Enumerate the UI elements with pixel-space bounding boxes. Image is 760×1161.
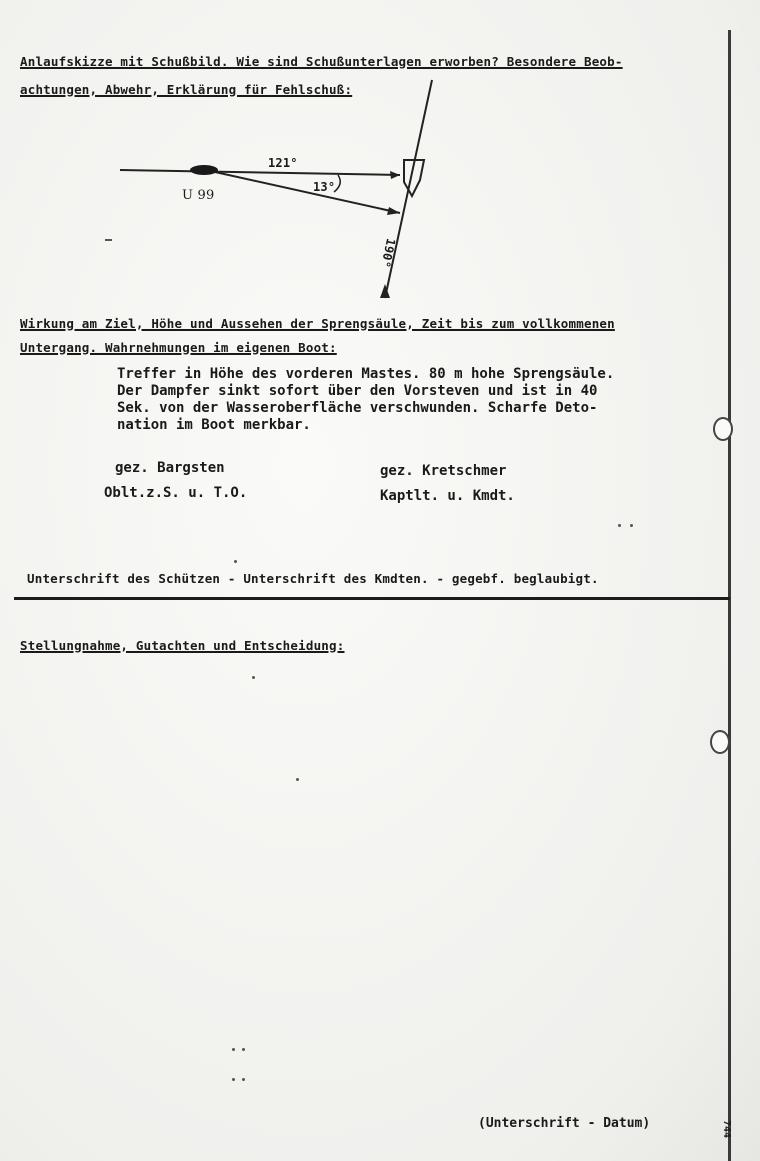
report-line: Sek. von der Wasseroberfläche verschwunden. Scharfe Deto- bbox=[117, 400, 598, 416]
punch-hole bbox=[713, 417, 733, 441]
speck bbox=[630, 524, 633, 527]
section1-heading-line2: achtungen, Abwehr, Erklärung für Fehlschuß: bbox=[20, 82, 353, 97]
speck bbox=[234, 560, 237, 563]
attack-sketch bbox=[0, 0, 760, 320]
signature-right-name: gez. Kretschmer bbox=[380, 463, 507, 479]
speck bbox=[296, 778, 299, 781]
course-label-190: 190° bbox=[378, 237, 398, 270]
section1-heading-line1: Anlaufskizze mit Schußbild. Wie sind Schußunterlagen erworben? Besondere Beob- bbox=[20, 54, 623, 69]
signature-caption: Unterschrift des Schützen - Unterschrift des Kmdten. - gegebf. beglaubigt. bbox=[27, 571, 599, 586]
page-number: 744 bbox=[721, 1120, 732, 1139]
report-line: Treffer in Höhe des vorderen Mastes. 80 m hohe Sprengsäule. bbox=[117, 366, 615, 382]
section3-heading: Stellungnahme, Gutachten und Entscheidung: bbox=[20, 638, 345, 653]
uboat-icon bbox=[190, 165, 218, 175]
section2-heading-line2: Untergang. Wahrnehmungen im eigenen Boot: bbox=[20, 340, 337, 355]
speck bbox=[242, 1078, 245, 1081]
speck bbox=[618, 524, 621, 527]
speck bbox=[252, 676, 255, 679]
section2-heading-line1: Wirkung am Ziel, Höhe und Aussehen der Sprengsäule, Zeit bis zum vollkommenen bbox=[20, 316, 615, 331]
footer-signature-date: (Unterschrift - Datum) bbox=[478, 1116, 651, 1131]
speck bbox=[232, 1078, 235, 1081]
speck bbox=[232, 1048, 235, 1051]
angle-label-121: 121° bbox=[268, 156, 298, 170]
signature-left-rank: Oblt.z.S. u. T.O. bbox=[104, 485, 248, 501]
report-line: Der Dampfer sinkt sofort über den Vorsteven und ist in 40 bbox=[117, 383, 598, 399]
punch-hole bbox=[710, 730, 730, 754]
report-text bbox=[117, 366, 614, 434]
angle-label-13: 13° bbox=[313, 180, 336, 194]
speck bbox=[242, 1048, 245, 1051]
uboat-label: U 99 bbox=[182, 188, 215, 203]
section-divider bbox=[14, 597, 730, 600]
report-line: nation im Boot merkbar. bbox=[117, 417, 311, 433]
signature-right-rank: Kaptlt. u. Kmdt. bbox=[380, 488, 515, 504]
signature-left-name: gez. Bargsten bbox=[115, 460, 225, 476]
